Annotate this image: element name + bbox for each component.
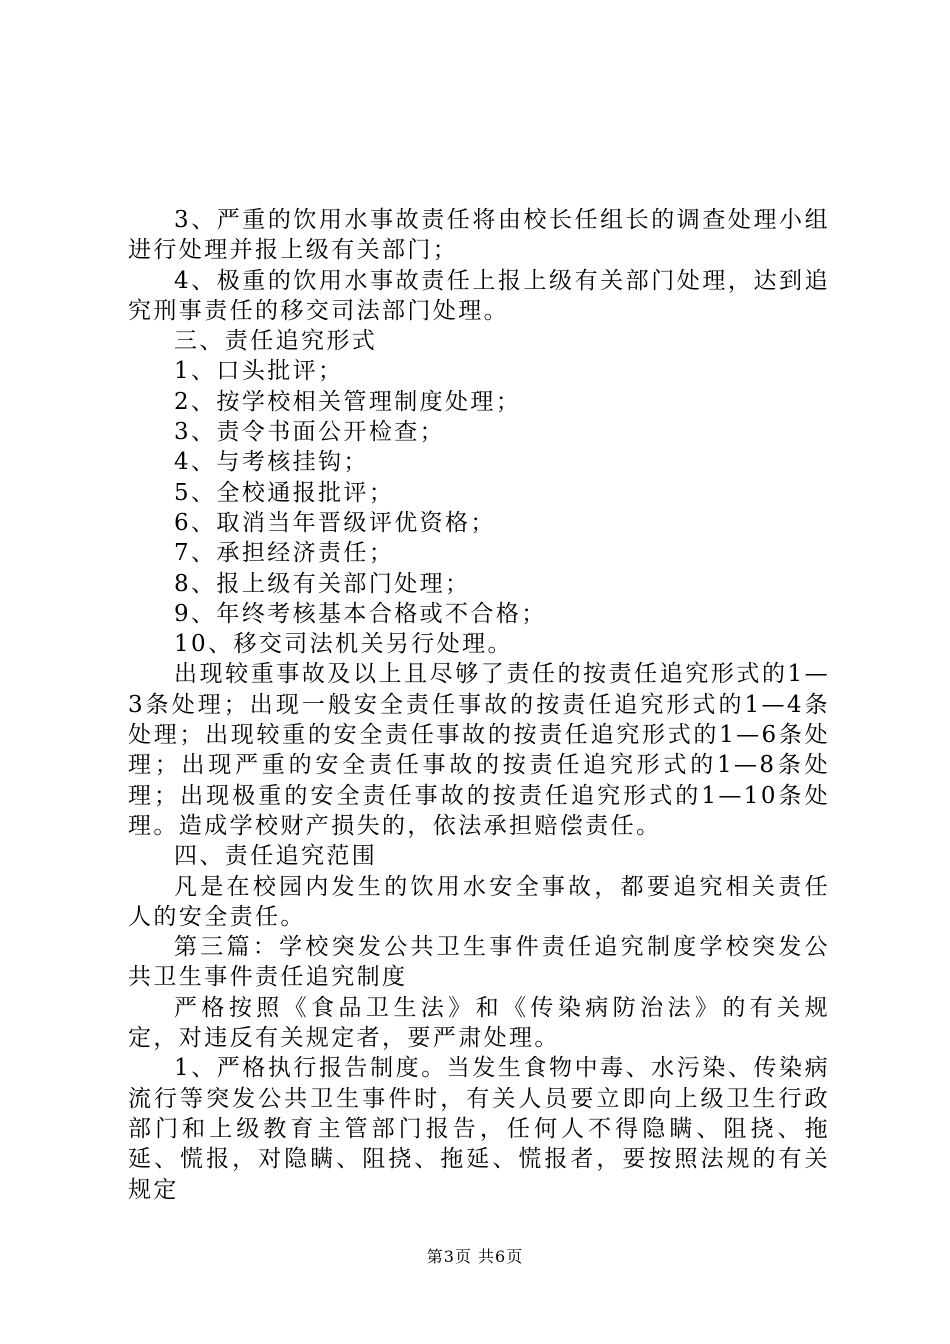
section-heading: 四、责任追究范围 [174,843,378,870]
list-item: 8、报上级有关部门处理； [174,570,471,597]
document-body [128,205,830,1205]
page-number-label: 第3页 共6页 [426,1247,524,1266]
section-heading: 三、责任追究形式 [174,328,378,355]
list-item: 9、年终考核基本合格或不合格； [174,600,547,627]
paragraph: 1、严格执行报告制度。当发生食物中毒、水污染、传染病流行等突发公共卫生事件时，有关人员要立即向上级卫生行政部门和上级教育主管部门报告，任何人不得隐瞒、阻挠、拖延、慌报，对隐瞒、阻挠、拖延、慌报者，要按照法规的有关规定 [128,1055,830,1203]
list-item: 5、全校通报批评； [174,479,395,506]
list-item: 1、口头批评； [174,358,344,385]
list-item: 7、承担经济责任； [174,540,395,567]
list-item: 2、按学校相关管理制度处理； [174,388,522,415]
list-item: 4、与考核挂钩； [174,449,369,476]
paragraph: 严格按照《食品卫生法》和《传染病防治法》的有关规定，对违反有关规定者，要严肃处理。 [128,994,830,1052]
page-footer [0,1247,950,1267]
chapter-heading: 第三篇：学校突发公共卫生事件责任追究制度学校突发公共卫生事件责任追究制度 [128,934,830,991]
list-item: 3、责令书面公开检查； [174,419,446,446]
paragraph: 凡是在校园内发生的饮用水安全事故，都要追究相关责任人的安全责任。 [128,873,830,930]
paragraph: 3、严重的饮用水事故责任将由校长任组长的调查处理小组进行处理并报上级有关部门； [128,207,830,264]
paragraph: 出现较重事故及以上且尽够了责任的按责任追究形式的1—3条处理；出现一般安全责任事故的按责任追究形式的1—4条处理；出现较重的安全责任事故的按责任追究形式的1—6条处理；出现严重的安全责任事故的按责任追究形式的1—8条处理；出现极重的安全责任事故的按责任追究形式的1—10条处理。造成学校财产损失的，依法承担赔偿责任。 [128,661,830,839]
paragraph: 4、极重的饮用水事故责任上报上级有关部门处理，达到追究刑事责任的移交司法部门处理。 [128,267,830,324]
list-item: 10、移交司法机关另行处理。 [174,631,513,658]
list-item: 6、取消当年晋级评优资格； [174,509,496,536]
